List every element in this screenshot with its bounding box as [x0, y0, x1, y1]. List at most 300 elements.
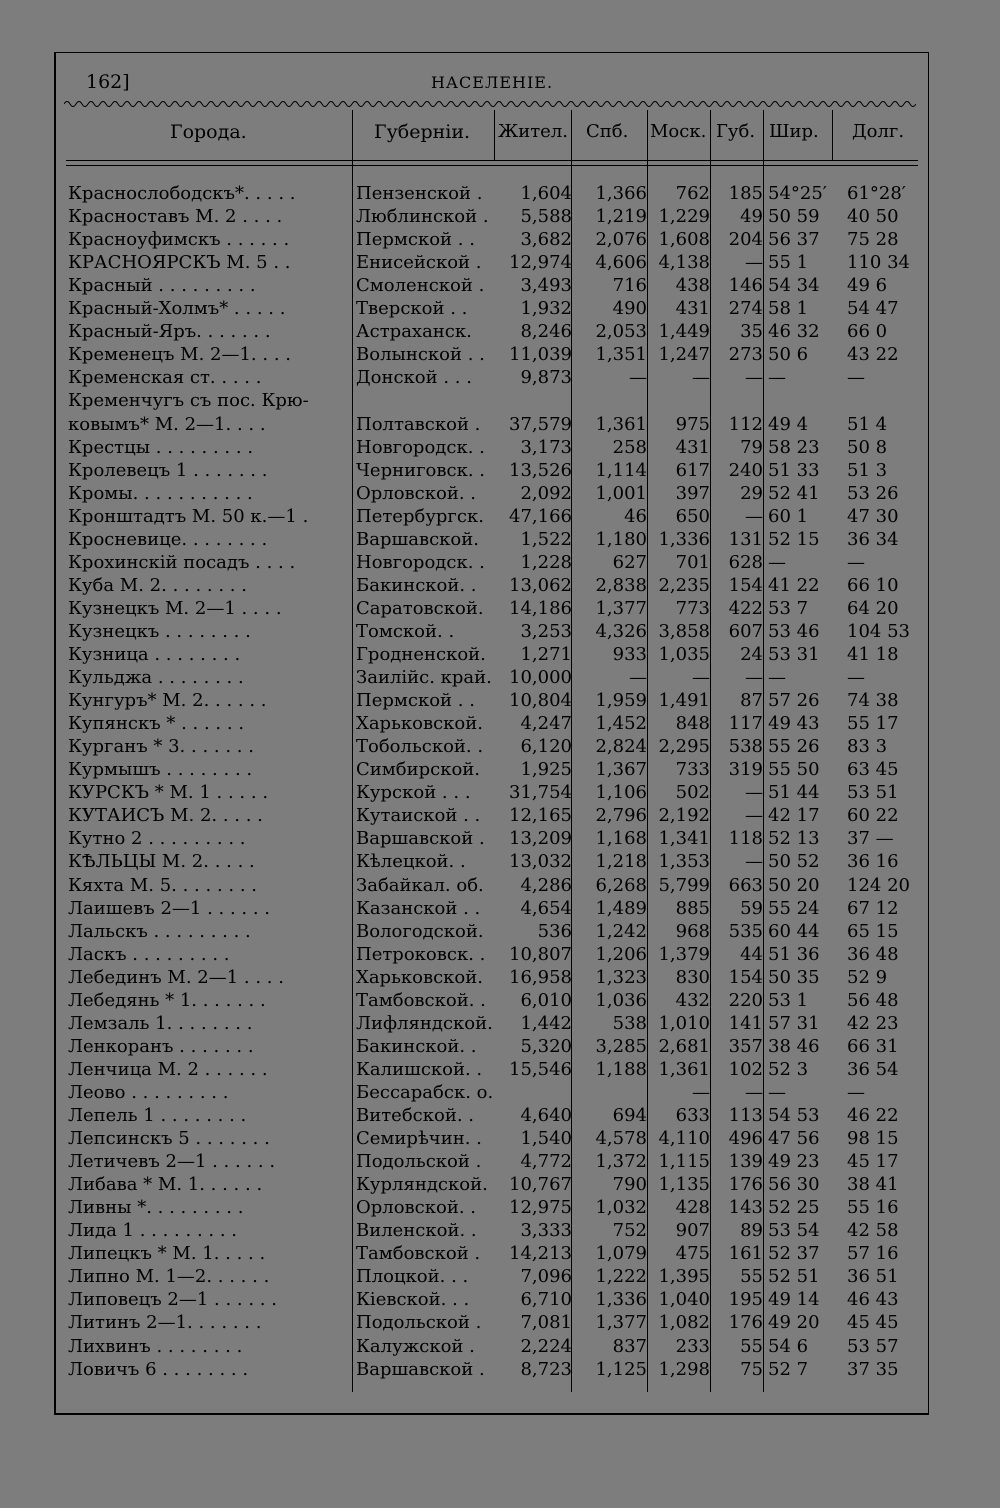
- inhabitants-cell: 6,010: [520, 989, 572, 1011]
- province-cell: Пензенской .: [356, 183, 483, 204]
- city-cell: Либава * М. 1. . . . . .: [68, 1174, 263, 1196]
- spb-distance-cell: 3,285: [595, 1035, 647, 1057]
- longitude-cell: 55 17: [847, 713, 899, 735]
- inhabitants-cell: 1,925: [520, 759, 572, 781]
- inhabitants-cell: 4,640: [520, 1105, 572, 1126]
- table-row: [0, 182, 1000, 205]
- moscow-distance-cell: 1,336: [658, 528, 710, 550]
- city-cell: Кросневице. . . . . . . .: [68, 528, 268, 550]
- gub-distance-cell: —: [745, 805, 763, 827]
- moscow-distance-cell: 733: [675, 759, 710, 781]
- moscow-distance-cell: 1,361: [658, 1058, 710, 1080]
- province-cell: Тверской . .: [356, 298, 468, 320]
- inhabitants-cell: 4,286: [520, 874, 572, 896]
- longitude-cell: 64 20: [847, 597, 899, 619]
- gub-distance-cell: —: [745, 505, 763, 527]
- city-cell: КѢЛЬЦЫ М. 2. . . . .: [68, 851, 255, 873]
- spb-distance-cell: 1,188: [595, 1058, 647, 1080]
- moscow-distance-cell: 848: [675, 713, 710, 735]
- moscow-distance-cell: 701: [675, 551, 710, 573]
- table-row: [0, 1012, 1000, 1035]
- city-cell: Купянскъ * . . . . . .: [68, 713, 245, 735]
- inhabitants-cell: 47,166: [509, 505, 572, 527]
- gub-distance-cell: 29: [740, 482, 763, 504]
- table-row: [0, 643, 1000, 666]
- city-cell: Кременчугъ съ пос. Крю-: [68, 390, 309, 412]
- table-row: [0, 1104, 1000, 1127]
- table-row: [0, 1219, 1000, 1242]
- table-row: [0, 228, 1000, 251]
- gub-distance-cell: 131: [728, 528, 763, 550]
- spb-distance-cell: —: [629, 367, 647, 389]
- moscow-distance-cell: 773: [675, 597, 710, 619]
- spb-distance-cell: 752: [612, 1220, 647, 1242]
- gub-distance-cell: 139: [728, 1151, 763, 1173]
- table-row: [0, 1358, 1000, 1381]
- table-row: [0, 436, 1000, 459]
- col-rule-lon: [832, 110, 833, 160]
- table-row: [0, 689, 1000, 712]
- inhabitants-cell: 13,062: [509, 574, 572, 596]
- header-province: Губерніи.: [374, 121, 471, 143]
- spb-distance-cell: 1,219: [595, 206, 647, 228]
- longitude-cell: 36 16: [847, 851, 899, 873]
- city-cell: Литинъ 2—1. . . . . . .: [68, 1312, 262, 1334]
- latitude-cell: 41 22: [768, 574, 820, 596]
- province-cell: Забайкал. об.: [356, 874, 484, 896]
- latitude-cell: 42 17: [768, 805, 820, 827]
- longitude-cell: 53 26: [847, 482, 899, 504]
- longitude-cell: 42 23: [847, 1012, 899, 1034]
- inhabitants-cell: 1,271: [520, 644, 572, 665]
- province-cell: Харьковской.: [356, 966, 483, 988]
- table-row: [0, 1058, 1000, 1081]
- latitude-cell: 46 32: [768, 321, 820, 343]
- inhabitants-cell: 12,975: [509, 1197, 572, 1219]
- city-cell: Лемзаль 1. . . . . . . .: [68, 1012, 253, 1034]
- moscow-distance-cell: 650: [675, 505, 710, 527]
- province-cell: Витебской. .: [356, 1105, 475, 1126]
- longitude-cell: 66 10: [847, 574, 899, 596]
- latitude-cell: 50 20: [768, 874, 820, 896]
- province-cell: Плоцкой. . .: [356, 1266, 469, 1288]
- moscow-distance-cell: 502: [675, 782, 710, 804]
- spb-distance-cell: 1,959: [595, 690, 647, 712]
- table-row: [0, 1311, 1000, 1334]
- longitude-cell: 49 6: [847, 275, 888, 297]
- inhabitants-cell: 3,493: [520, 275, 572, 297]
- header-gub: Губ.: [716, 121, 756, 142]
- moscow-distance-cell: 438: [675, 275, 710, 297]
- gub-distance-cell: 79: [740, 436, 763, 458]
- city-cell: Леово . . . . . . . . .: [68, 1081, 229, 1103]
- latitude-cell: —: [768, 367, 786, 389]
- city-cell: Кролевецъ 1 . . . . . . .: [68, 459, 268, 481]
- province-cell: Калужской .: [356, 1335, 475, 1357]
- spb-distance-cell: 1,206: [595, 943, 647, 965]
- latitude-cell: 54°25′: [768, 183, 827, 204]
- longitude-cell: 36 48: [847, 943, 899, 965]
- gub-distance-cell: 185: [728, 183, 763, 204]
- header-inhabitants: Жител.: [498, 121, 568, 142]
- province-cell: Донской . . .: [356, 367, 472, 389]
- latitude-cell: 60 1: [768, 505, 809, 527]
- table-row: [0, 620, 1000, 643]
- table-row: [0, 827, 1000, 850]
- latitude-cell: 60 44: [768, 920, 820, 942]
- inhabitants-cell: 13,526: [509, 459, 572, 481]
- moscow-distance-cell: 1,395: [658, 1266, 710, 1288]
- latitude-cell: 56 30: [768, 1174, 820, 1196]
- gub-distance-cell: 102: [728, 1058, 763, 1080]
- spb-distance-cell: 837: [612, 1335, 647, 1357]
- latitude-cell: —: [768, 1081, 786, 1103]
- longitude-cell: 75 28: [847, 229, 899, 251]
- province-cell: Тобольской. .: [356, 736, 484, 758]
- moscow-distance-cell: 1,040: [658, 1289, 710, 1311]
- gub-distance-cell: 24: [740, 644, 763, 665]
- city-cell: Крохинскій посадъ . . . .: [68, 551, 296, 573]
- latitude-cell: 52 3: [768, 1058, 809, 1080]
- city-cell: Красноставъ М. 2 . . . .: [68, 206, 283, 228]
- province-cell: Смоленской .: [356, 275, 485, 297]
- province-cell: Бессарабск. о.: [356, 1081, 494, 1103]
- gub-distance-cell: 422: [728, 597, 763, 619]
- table-row: [0, 251, 1000, 274]
- spb-distance-cell: 1,367: [595, 759, 647, 781]
- city-cell: Летичевъ 2—1 . . . . . .: [68, 1151, 276, 1173]
- province-cell: Варшавской .: [356, 1358, 485, 1380]
- spb-distance-cell: 1,452: [595, 713, 647, 735]
- gub-distance-cell: 154: [728, 574, 763, 596]
- spb-distance-cell: 1,222: [595, 1266, 647, 1288]
- spb-distance-cell: 538: [612, 1012, 647, 1034]
- spb-distance-cell: 2,838: [595, 574, 647, 596]
- city-cell: КУТАИСЪ М. 2. . . . .: [68, 805, 263, 827]
- gub-distance-cell: 87: [740, 690, 763, 712]
- inhabitants-cell: 14,213: [509, 1243, 572, 1265]
- city-cell: Кульджа . . . . . . . .: [68, 667, 244, 689]
- longitude-cell: 66 0: [847, 321, 888, 343]
- province-cell: Пермской . .: [356, 690, 475, 712]
- spb-distance-cell: 1,106: [595, 782, 647, 804]
- province-cell: Новгородск. .: [356, 436, 485, 458]
- header-rule-1: [66, 160, 918, 161]
- city-cell: Ласкъ . . . . . . . . .: [68, 943, 230, 965]
- moscow-distance-cell: 475: [675, 1243, 710, 1265]
- province-cell: Курляндской.: [356, 1174, 488, 1196]
- moscow-distance-cell: 1,449: [658, 321, 710, 343]
- city-cell: Красный . . . . . . . . .: [68, 275, 256, 297]
- gub-distance-cell: 55: [740, 1266, 763, 1288]
- gub-distance-cell: 273: [728, 344, 763, 366]
- longitude-cell: 104 53: [847, 620, 910, 642]
- longitude-cell: 51 4: [847, 413, 888, 435]
- inhabitants-cell: 3,253: [520, 620, 572, 642]
- city-cell: Крестцы . . . . . . . . .: [68, 436, 254, 458]
- longitude-cell: 42 58: [847, 1220, 899, 1242]
- inhabitants-cell: 3,682: [520, 229, 572, 251]
- latitude-cell: 49 23: [768, 1151, 820, 1173]
- table-row: [0, 413, 1000, 436]
- moscow-distance-cell: 431: [675, 298, 710, 320]
- spb-distance-cell: 4,326: [595, 620, 647, 642]
- city-cell: Кяхта М. 5. . . . . . . .: [68, 874, 257, 896]
- spb-distance-cell: 716: [612, 275, 647, 297]
- province-cell: Подольской .: [356, 1312, 482, 1334]
- inhabitants-cell: 1,442: [520, 1012, 572, 1034]
- city-cell: Куба М. 2. . . . . . . .: [68, 574, 247, 596]
- longitude-cell: 74 38: [847, 690, 899, 712]
- inhabitants-cell: 2,224: [520, 1335, 572, 1357]
- moscow-distance-cell: 1,608: [658, 229, 710, 251]
- city-cell: Красный-Холмъ* . . . . .: [68, 298, 286, 320]
- moscow-distance-cell: 233: [675, 1335, 710, 1357]
- moscow-distance-cell: —: [692, 667, 710, 689]
- table-row: [0, 482, 1000, 505]
- spb-distance-cell: 1,323: [595, 966, 647, 988]
- running-title: НАСЕЛЕНІЕ.: [430, 73, 554, 92]
- table-row: [0, 1335, 1000, 1358]
- province-cell: Харьковской.: [356, 713, 483, 735]
- latitude-cell: 52 25: [768, 1197, 820, 1219]
- spb-distance-cell: 1,036: [595, 989, 647, 1011]
- inhabitants-cell: 5,588: [520, 206, 572, 228]
- header-city: Города.: [170, 121, 247, 143]
- table-row: [0, 1127, 1000, 1150]
- latitude-cell: 52 7: [768, 1358, 809, 1380]
- latitude-cell: 52 37: [768, 1243, 820, 1265]
- province-cell: Полтавской .: [356, 413, 481, 435]
- gub-distance-cell: 357: [728, 1035, 763, 1057]
- longitude-cell: 53 57: [847, 1335, 899, 1357]
- latitude-cell: 57 26: [768, 690, 820, 712]
- longitude-cell: 45 17: [847, 1151, 899, 1173]
- city-cell: Кузнецкъ . . . . . . . .: [68, 620, 251, 642]
- latitude-cell: 49 4: [768, 413, 809, 435]
- table-row: [0, 320, 1000, 343]
- city-cell: Лида 1 . . . . . . . . .: [68, 1220, 237, 1242]
- spb-distance-cell: 490: [612, 298, 647, 320]
- gub-distance-cell: 89: [740, 1220, 763, 1242]
- inhabitants-cell: 8,246: [520, 321, 572, 343]
- spb-distance-cell: 1,218: [595, 851, 647, 873]
- city-cell: Ленчица М. 2 . . . . . .: [68, 1058, 268, 1080]
- spb-distance-cell: 627: [612, 551, 647, 573]
- longitude-cell: 36 34: [847, 528, 899, 550]
- moscow-distance-cell: 1,491: [658, 690, 710, 712]
- inhabitants-cell: 4,247: [520, 713, 572, 735]
- gub-distance-cell: 141: [728, 1012, 763, 1034]
- moscow-distance-cell: —: [692, 367, 710, 389]
- table-row: [0, 920, 1000, 943]
- gub-distance-cell: 161: [728, 1243, 763, 1265]
- moscow-distance-cell: 1,035: [658, 644, 710, 665]
- latitude-cell: 52 41: [768, 482, 820, 504]
- province-cell: Заилійс. край.: [356, 667, 492, 689]
- province-cell: Пермской . .: [356, 229, 475, 251]
- spb-distance-cell: 1,361: [595, 413, 647, 435]
- moscow-distance-cell: 1,353: [658, 851, 710, 873]
- table-row: [0, 343, 1000, 366]
- col-rule-inhabitants: [494, 110, 495, 160]
- city-cell: Кромы. . . . . . . . . . .: [68, 482, 253, 504]
- latitude-cell: 52 15: [768, 528, 820, 550]
- moscow-distance-cell: 2,681: [658, 1035, 710, 1057]
- longitude-cell: 54 47: [847, 298, 899, 320]
- gub-distance-cell: 496: [728, 1128, 763, 1150]
- spb-distance-cell: 4,606: [595, 252, 647, 274]
- moscow-distance-cell: 975: [675, 413, 710, 435]
- table-row: [0, 897, 1000, 920]
- city-cell: Красный-Яръ. . . . . . .: [68, 321, 271, 343]
- table-row: [0, 597, 1000, 620]
- longitude-cell: —: [847, 551, 865, 573]
- province-cell: Семирѣчин. .: [356, 1128, 482, 1150]
- table-row: [0, 1035, 1000, 1058]
- city-cell: Кременская ст. . . . .: [68, 367, 262, 389]
- longitude-cell: 40 50: [847, 206, 899, 228]
- latitude-cell: 50 59: [768, 206, 820, 228]
- latitude-cell: 58 23: [768, 436, 820, 458]
- latitude-cell: 38 46: [768, 1035, 820, 1057]
- moscow-distance-cell: 1,115: [658, 1151, 710, 1173]
- spb-distance-cell: 933: [612, 644, 647, 665]
- inhabitants-cell: 13,209: [509, 828, 572, 850]
- header-spb: Спб.: [586, 121, 629, 142]
- province-cell: Кѣлецкой. .: [356, 851, 466, 873]
- spb-distance-cell: 1,377: [595, 597, 647, 619]
- longitude-cell: 38 41: [847, 1174, 899, 1196]
- gub-distance-cell: 274: [728, 298, 763, 320]
- latitude-cell: 53 7: [768, 597, 809, 619]
- moscow-distance-cell: 428: [675, 1197, 710, 1219]
- spb-distance-cell: 1,114: [595, 459, 647, 481]
- gub-distance-cell: 176: [728, 1174, 763, 1196]
- gub-distance-cell: 75: [740, 1358, 763, 1380]
- province-cell: Волынской . .: [356, 344, 485, 366]
- table-row: [0, 551, 1000, 574]
- wavy-rule: [64, 97, 916, 111]
- province-cell: Курской . . .: [356, 782, 471, 804]
- table-row: [0, 274, 1000, 297]
- longitude-cell: 37 35: [847, 1358, 899, 1380]
- moscow-distance-cell: 1,379: [658, 943, 710, 965]
- table-row: [0, 366, 1000, 389]
- moscow-distance-cell: 1,247: [658, 344, 710, 366]
- latitude-cell: 55 1: [768, 252, 809, 274]
- table-row: [0, 1288, 1000, 1311]
- moscow-distance-cell: 1,135: [658, 1174, 710, 1196]
- table-row: [0, 1173, 1000, 1196]
- header-lon: Долг.: [852, 121, 905, 142]
- province-cell: Вологодской.: [356, 920, 484, 942]
- latitude-cell: 58 1: [768, 298, 809, 320]
- longitude-cell: —: [847, 667, 865, 689]
- longitude-cell: 60 22: [847, 805, 899, 827]
- inhabitants-cell: 7,081: [520, 1312, 572, 1334]
- city-cell: ковымъ* М. 2—1. . . .: [68, 413, 266, 435]
- gub-distance-cell: 113: [728, 1105, 763, 1126]
- table-row: [0, 712, 1000, 735]
- inhabitants-cell: 2,092: [520, 482, 572, 504]
- longitude-cell: 52 9: [847, 966, 888, 988]
- spb-distance-cell: 46: [624, 505, 647, 527]
- latitude-cell: 57 31: [768, 1012, 820, 1034]
- gub-distance-cell: 240: [728, 459, 763, 481]
- inhabitants-cell: 12,165: [509, 805, 572, 827]
- table-row: [0, 1081, 1000, 1104]
- spb-distance-cell: 4,578: [595, 1128, 647, 1150]
- inhabitants-cell: 10,767: [509, 1174, 572, 1196]
- moscow-distance-cell: 2,295: [658, 736, 710, 758]
- gub-distance-cell: 44: [740, 943, 763, 965]
- longitude-cell: 98 15: [847, 1128, 899, 1150]
- inhabitants-cell: 14,186: [509, 597, 572, 619]
- table-row: [0, 505, 1000, 528]
- inhabitants-cell: 11,039: [509, 344, 572, 366]
- moscow-distance-cell: 885: [675, 897, 710, 919]
- inhabitants-cell: 9,873: [520, 367, 572, 389]
- inhabitants-cell: 3,173: [520, 436, 572, 458]
- moscow-distance-cell: 1,298: [658, 1358, 710, 1380]
- table-row: [0, 966, 1000, 989]
- city-cell: Лепсинскъ 5 . . . . . . .: [68, 1128, 270, 1150]
- latitude-cell: 54 6: [768, 1335, 809, 1357]
- inhabitants-cell: 31,754: [509, 782, 572, 804]
- table-row: [0, 943, 1000, 966]
- table-row: [0, 528, 1000, 551]
- latitude-cell: 53 1: [768, 989, 809, 1011]
- city-cell: Лебединъ М. 2—1 . . . .: [68, 966, 284, 988]
- table-row: [0, 666, 1000, 689]
- inhabitants-cell: 1,228: [520, 551, 572, 573]
- moscow-distance-cell: 762: [675, 183, 710, 204]
- gub-distance-cell: 538: [728, 736, 763, 758]
- city-cell: Кузнецкъ М. 2—1 . . . .: [68, 597, 282, 619]
- spb-distance-cell: 2,824: [595, 736, 647, 758]
- gub-distance-cell: —: [745, 782, 763, 804]
- longitude-cell: 83 3: [847, 736, 888, 758]
- province-cell: Лифляндской.: [356, 1012, 493, 1034]
- spb-distance-cell: 1,242: [595, 920, 647, 942]
- province-cell: Варшавской .: [356, 828, 485, 850]
- latitude-cell: 54 34: [768, 275, 820, 297]
- province-cell: Варшавской.: [356, 528, 479, 550]
- moscow-distance-cell: —: [692, 1081, 710, 1103]
- gub-distance-cell: —: [745, 367, 763, 389]
- inhabitants-cell: 13,032: [509, 851, 572, 873]
- spb-distance-cell: 1,032: [595, 1197, 647, 1219]
- latitude-cell: 51 36: [768, 943, 820, 965]
- spb-distance-cell: 1,079: [595, 1243, 647, 1265]
- latitude-cell: —: [768, 551, 786, 573]
- gub-distance-cell: 118: [728, 828, 763, 850]
- inhabitants-cell: 1,932: [520, 298, 572, 320]
- spb-distance-cell: 1,180: [595, 528, 647, 550]
- gub-distance-cell: 663: [728, 874, 763, 896]
- province-cell: Саратовской.: [356, 597, 484, 619]
- moscow-distance-cell: 1,341: [658, 828, 710, 850]
- spb-distance-cell: 694: [612, 1105, 647, 1126]
- city-cell: КУРСКЪ * М. 1 . . . . .: [68, 782, 269, 804]
- gub-distance-cell: 204: [728, 229, 763, 251]
- inhabitants-cell: 3,333: [520, 1220, 572, 1242]
- city-cell: Липовецъ 2—1 . . . . . .: [68, 1289, 277, 1311]
- latitude-cell: 47 56: [768, 1128, 820, 1150]
- inhabitants-cell: 6,120: [520, 736, 572, 758]
- longitude-cell: 51 3: [847, 459, 888, 481]
